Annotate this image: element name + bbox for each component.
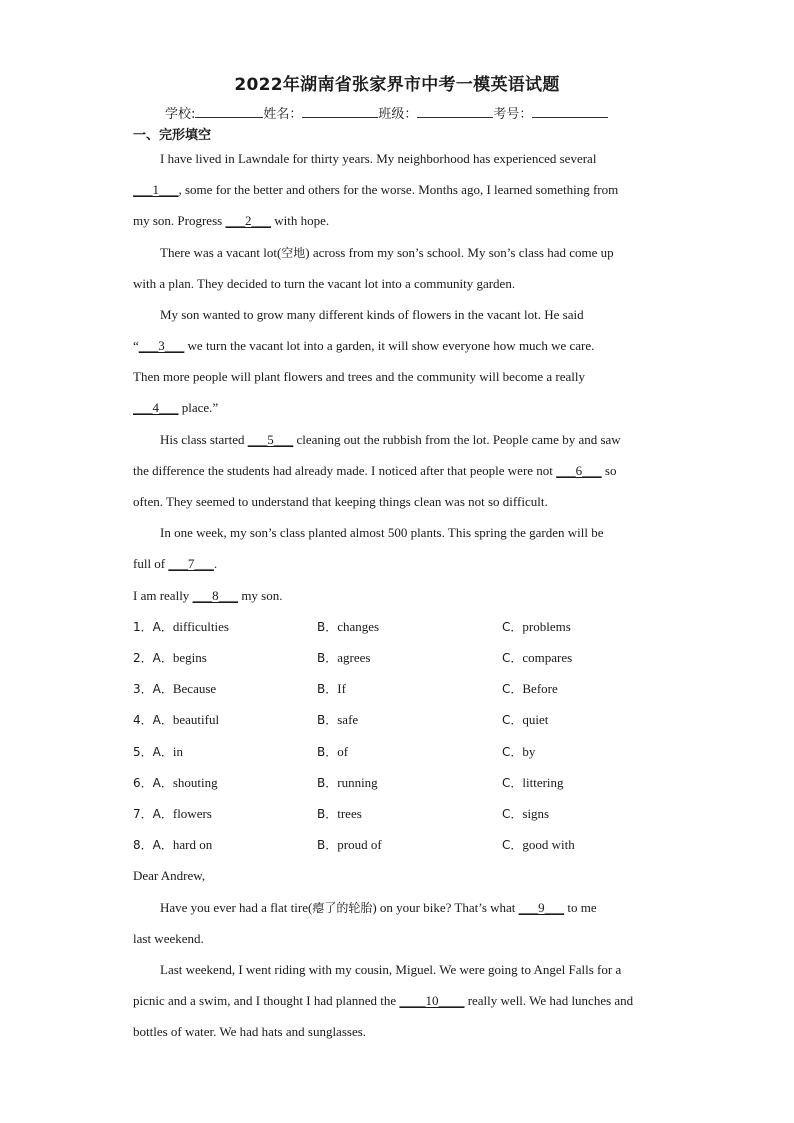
blank-5: ___5___	[247, 432, 294, 447]
question-6-option-c[interactable]: C．littering	[502, 775, 564, 790]
blank-10: ____10____	[399, 993, 465, 1008]
number-blank[interactable]	[532, 105, 608, 118]
question-4-option-a[interactable]: 4．A．beautiful	[133, 712, 220, 727]
page-title: 2022年湖南省张家界市中考一模英语试题	[234, 75, 560, 95]
blank-3: ___3___	[138, 338, 185, 353]
name-label: 姓名：	[263, 107, 303, 122]
question-5-option-b[interactable]: B．of	[317, 744, 349, 759]
passage1-line5: with a plan. They decided to turn the vacant lot into a community garden.	[133, 276, 516, 291]
passage2-line2: last weekend.	[133, 931, 204, 946]
passage1-line10: His class started ___5___ cleaning out the rubbish from the lot. People came by and saw	[160, 432, 621, 447]
question-5-option-a[interactable]: 5．A．in	[133, 744, 183, 759]
blank-1: ___1___	[133, 182, 179, 197]
blank-9: ___9___	[518, 900, 565, 915]
student-info-row	[165, 103, 608, 122]
passage1-line4: There was a vacant lot(空地) across from my son’s school. My son’s class had come up	[160, 245, 614, 260]
question-7-option-b[interactable]: B．trees	[317, 806, 362, 821]
passage1-line11: the difference the students had already made. I noticed after that people were not ___6___ so	[133, 463, 617, 478]
question-8-option-a[interactable]: 8．A．hard on	[133, 837, 213, 852]
section-heading: 一、完形填空	[133, 128, 212, 143]
question-2-option-b[interactable]: B．agrees	[317, 650, 371, 665]
passage1-line13: In one week, my son’s class planted almost 500 plants. This spring the garden will be	[160, 525, 604, 540]
question-4-option-c[interactable]: C．quiet	[502, 712, 549, 727]
passage2-line5: bottles of water. We had hats and sunglasses.	[133, 1024, 367, 1039]
passage2-greeting: Dear Andrew,	[133, 868, 206, 883]
question-4-option-b[interactable]: B．safe	[317, 712, 359, 727]
passage1-line1: I have lived in Lawndale for thirty years. My neighborhood has experienced several	[160, 151, 597, 166]
class-blank[interactable]	[417, 105, 493, 118]
passage1-line3: my son. Progress ___2___ with hope.	[133, 213, 330, 228]
question-2-option-c[interactable]: C．compares	[502, 650, 573, 665]
question-7-option-c[interactable]: C．signs	[502, 806, 550, 821]
question-8-option-b[interactable]: B．proud of	[317, 837, 382, 852]
blank-2: ___2___	[225, 213, 271, 228]
question-6-option-a[interactable]: 6．A．shouting	[133, 775, 218, 790]
school-blank[interactable]	[195, 105, 263, 118]
passage1-line12: often. They seemed to understand that keeping things clean was not so difficult.	[133, 494, 548, 509]
question-3-option-a[interactable]: 3．A．Because	[133, 681, 217, 696]
passage1-line15: I am really ___8___ my son.	[133, 588, 283, 603]
blank-4: ___4___	[133, 400, 179, 415]
question-1-option-a[interactable]: 1．A．difficulties	[133, 619, 229, 634]
question-2-option-a[interactable]: 2．A．begins	[133, 650, 207, 665]
passage1-line8: Then more people will plant flowers and trees and the community will become a really	[133, 369, 585, 384]
passage2-line3: Last weekend, I went riding with my cousin, Miguel. We were going to Angel Falls for a	[160, 962, 622, 977]
question-5-option-c[interactable]: C．by	[502, 744, 536, 759]
question-8-option-c[interactable]: C．good with	[502, 837, 575, 852]
passage1-line2: ___1___, some for the better and others for the worse. Months ago, I learned something from	[133, 182, 619, 197]
blank-6: ___6___	[556, 463, 602, 478]
number-label: 考号：	[493, 107, 533, 122]
question-1-option-b[interactable]: B．changes	[317, 619, 380, 634]
passage1-line9: ___4___ place.”	[133, 400, 219, 415]
blank-8: ___8___	[192, 588, 239, 603]
blank-7: ___7___	[168, 556, 214, 571]
class-label: 班级：	[378, 107, 418, 122]
passage1-line14: full of ___7___.	[133, 556, 218, 571]
name-blank[interactable]	[302, 105, 378, 118]
question-3-option-c[interactable]: C．Before	[502, 681, 558, 696]
question-6-option-b[interactable]: B．running	[317, 775, 378, 790]
passage2-line1: Have you ever had a flat tire(瘪了的轮胎) on your bike? That’s what ___9___ to me	[160, 900, 597, 915]
passage2-line4: picnic and a swim, and I thought I had planned the ____10____ really well. We had lunches and	[133, 993, 634, 1008]
school-label: 学校:	[165, 107, 196, 122]
passage1-line7: “___3___ we turn the vacant lot into a garden, it will show everyone how much we care.	[133, 338, 595, 353]
question-7-option-a[interactable]: 7．A．flowers	[133, 806, 212, 821]
question-3-option-b[interactable]: B．If	[317, 681, 346, 696]
passage1-line6: My son wanted to grow many different kinds of flowers in the vacant lot. He said	[160, 307, 584, 322]
question-1-option-c[interactable]: C．problems	[502, 619, 571, 634]
